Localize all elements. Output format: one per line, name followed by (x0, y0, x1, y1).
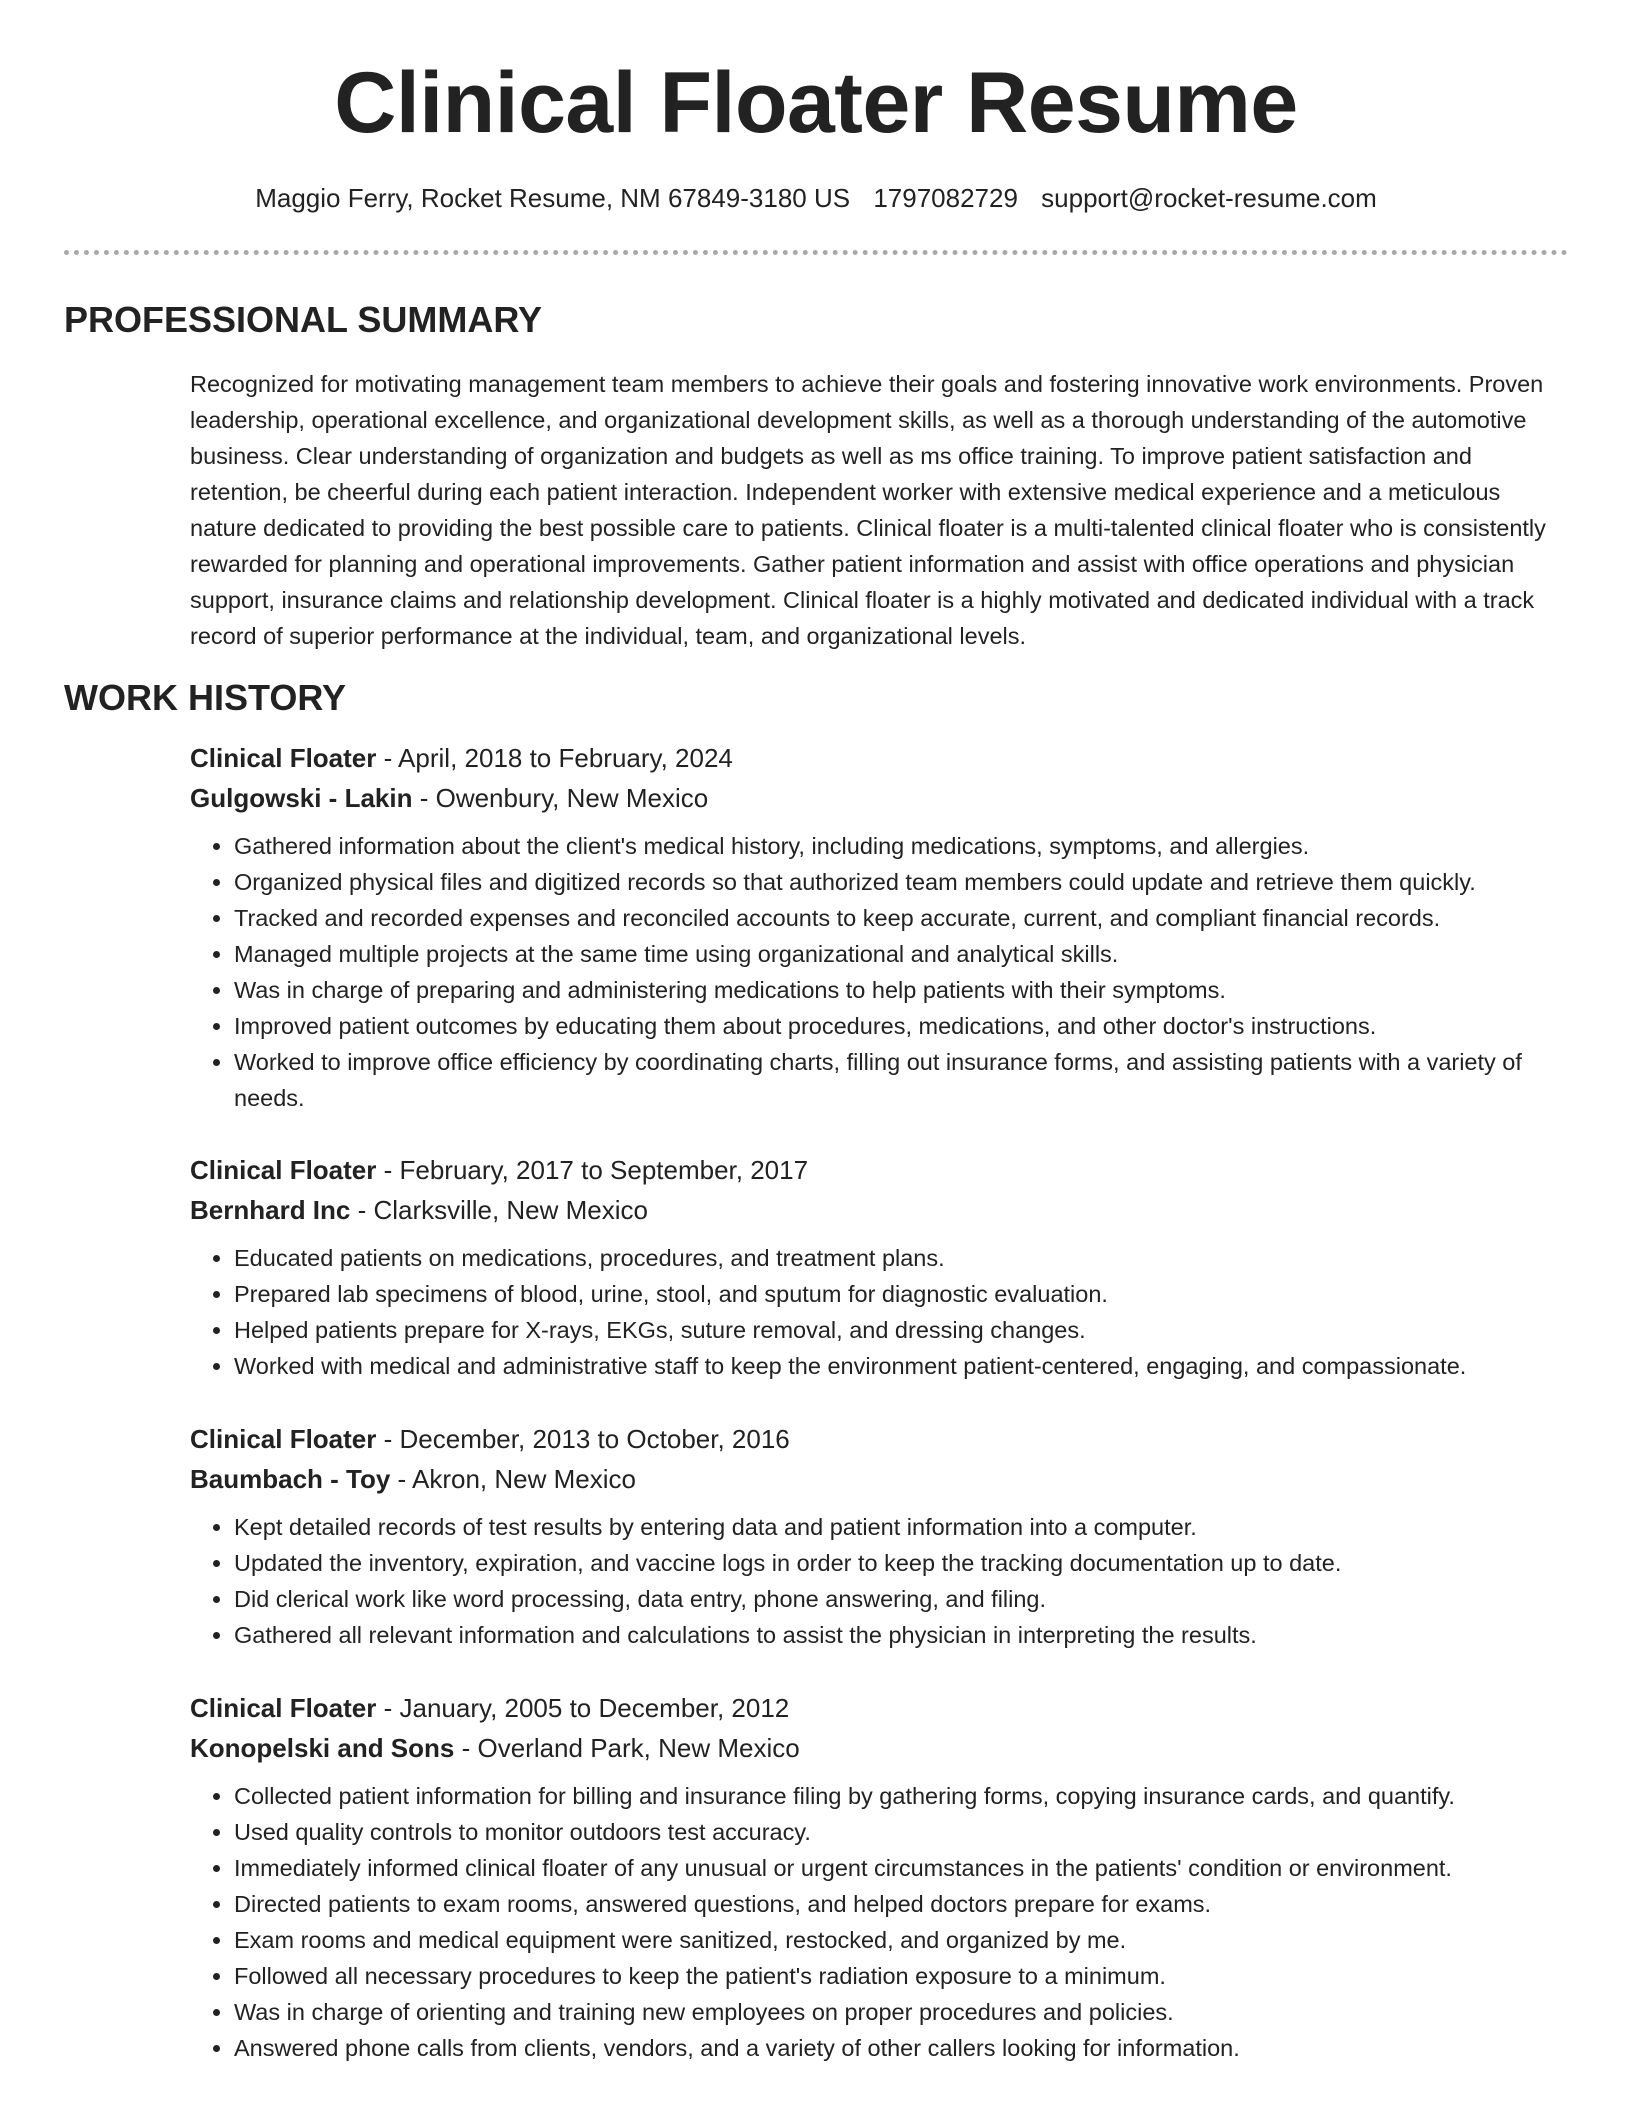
job-title-line (190, 1419, 1580, 1459)
job-bullet: • Was in charge of orienting and training new employees on proper procedures and policies. (234, 1994, 1580, 2030)
job-entry (190, 1688, 1580, 2066)
job-location: - Akron, New Mexico (390, 1464, 636, 1494)
job-company-line (190, 1190, 1580, 1230)
job-bullet: • Was in charge of preparing and administering medications to help patients with their symptoms. (234, 972, 1580, 1008)
contact-address: Maggio Ferry, Rocket Resume, NM 67849-3180 US (255, 183, 851, 213)
job-company: Gulgowski - Lakin (190, 783, 413, 813)
job-location: - Owenbury, New Mexico (412, 783, 709, 813)
work-history-heading: WORK HISTORY (64, 677, 347, 718)
job-company: Konopelski and Sons (190, 1733, 455, 1763)
job-bullet: • Educated patients on medications, procedures, and treatment plans. (234, 1240, 1580, 1276)
job-bullet: • Tracked and recorded expenses and reconciled accounts to keep accurate, current, and compliant financial records. (234, 900, 1580, 936)
job-title: Clinical Floater (190, 743, 377, 773)
job-bullet: • Improved patient outcomes by educating them about procedures, medications, and other doctor's instructions. (234, 1008, 1580, 1044)
job-company-line (190, 778, 1580, 818)
job-bullet: • Updated the inventory, expiration, and vaccine logs in order to keep the tracking documentation up to date. (234, 1545, 1580, 1581)
job-title-line (190, 1150, 1580, 1190)
job-entry (190, 738, 1580, 1116)
job-bullet: • Prepared lab specimens of blood, urine, stool, and sputum for diagnostic evaluation. (234, 1276, 1580, 1312)
job-title: Clinical Floater (190, 1693, 377, 1723)
contact-phone: 1797082729 (873, 183, 1018, 213)
job-bullet: • Collected patient information for billing and insurance filing by gathering forms, copying insurance cards, and quantify. (234, 1778, 1580, 1814)
job-bullet: • Gathered information about the client's medical history, including medications, symptoms, and allergies. (234, 828, 1580, 864)
job-bullet: • Managed multiple projects at the same time using organizational and analytical skills. (234, 936, 1580, 972)
job-bullet: • Did clerical work like word processing, data entry, phone answering, and filing. (234, 1581, 1580, 1617)
job-title-line (190, 738, 1580, 778)
job-bullets (190, 1509, 1580, 1653)
job-entry (190, 1419, 1580, 1653)
resume-title: Clinical Floater Resume (334, 55, 1298, 151)
job-bullet: • Organized physical files and digitized records so that authorized team members could update and retrieve them quickly. (234, 864, 1580, 900)
job-bullet: • Kept detailed records of test results by entering data and patient information into a computer. (234, 1509, 1580, 1545)
contact-email: support@rocket-resume.com (1041, 183, 1377, 213)
job-title: Clinical Floater (190, 1155, 377, 1185)
job-company: Bernhard Inc (190, 1195, 351, 1225)
job-bullet: • Worked to improve office efficiency by coordinating charts, filling out insurance forms, and assisting patients with a variety of needs. (234, 1044, 1580, 1116)
job-location: - Clarksville, New Mexico (350, 1195, 648, 1225)
job-bullet: • Helped patients prepare for X-rays, EKGs, suture removal, and dressing changes. (234, 1312, 1580, 1348)
job-bullet: • Worked with medical and administrative staff to keep the environment patient-centered, engaging, and compassionate. (234, 1348, 1580, 1384)
job-dates: - April, 2018 to February, 2024 (376, 743, 733, 773)
contact-line (0, 180, 1632, 216)
job-bullet: • Immediately informed clinical floater of any unusual or urgent circumstances in the patients' condition or environment. (234, 1850, 1580, 1886)
job-bullets (190, 1778, 1580, 2066)
job-company-line (190, 1459, 1580, 1499)
job-dates: - December, 2013 to October, 2016 (376, 1424, 790, 1454)
job-bullet: • Followed all necessary procedures to keep the patient's radiation exposure to a minimum. (234, 1958, 1580, 1994)
job-bullet: • Gathered all relevant information and calculations to assist the physician in interpreting the results. (234, 1617, 1580, 1653)
job-bullet: • Directed patients to exam rooms, answered questions, and helped doctors prepare for exams. (234, 1886, 1580, 1922)
job-company: Baumbach - Toy (190, 1464, 391, 1494)
job-entry (190, 1150, 1580, 1384)
job-company-line (190, 1728, 1580, 1768)
job-dates: - January, 2005 to December, 2012 (376, 1693, 790, 1723)
job-dates: - February, 2017 to September, 2017 (376, 1155, 809, 1185)
job-bullets (190, 1240, 1580, 1384)
summary-heading: PROFESSIONAL SUMMARY (64, 299, 543, 340)
job-location: - Overland Park, New Mexico (454, 1733, 800, 1763)
header-divider (64, 250, 1568, 255)
job-title-line (190, 1688, 1580, 1728)
job-bullets (190, 828, 1580, 1116)
summary-text: Recognized for motivating management team members to achieve their goals and fostering innovative work environments. Proven leadership, operational excellence, and organizational development skills, as well as a thorough understanding of the automotive business. Clear understanding of organization and budgets as well as ms office training. To improve patient satisfaction and retention, be cheerful during each patient interaction. Independent worker with extensive medical experience and a meticulous nature dedicated to providing the best possible care to patients. Clinical floater is a multi-talented clinical floater who is consistently rewarded for planning and operational improvements. Gather patient information and assist with office operations and physician support, insurance claims and relationship development. Clinical floater is a highly motivated and dedicated individual with a track record of superior performance at the individual, team, and organizational levels. (190, 371, 1546, 649)
job-bullet: • Answered phone calls from clients, vendors, and a variety of other callers looking for information. (234, 2030, 1580, 2066)
job-bullet: • Used quality controls to monitor outdoors test accuracy. (234, 1814, 1580, 1850)
job-bullet: • Exam rooms and medical equipment were sanitized, restocked, and organized by me. (234, 1922, 1580, 1958)
job-title: Clinical Floater (190, 1424, 377, 1454)
